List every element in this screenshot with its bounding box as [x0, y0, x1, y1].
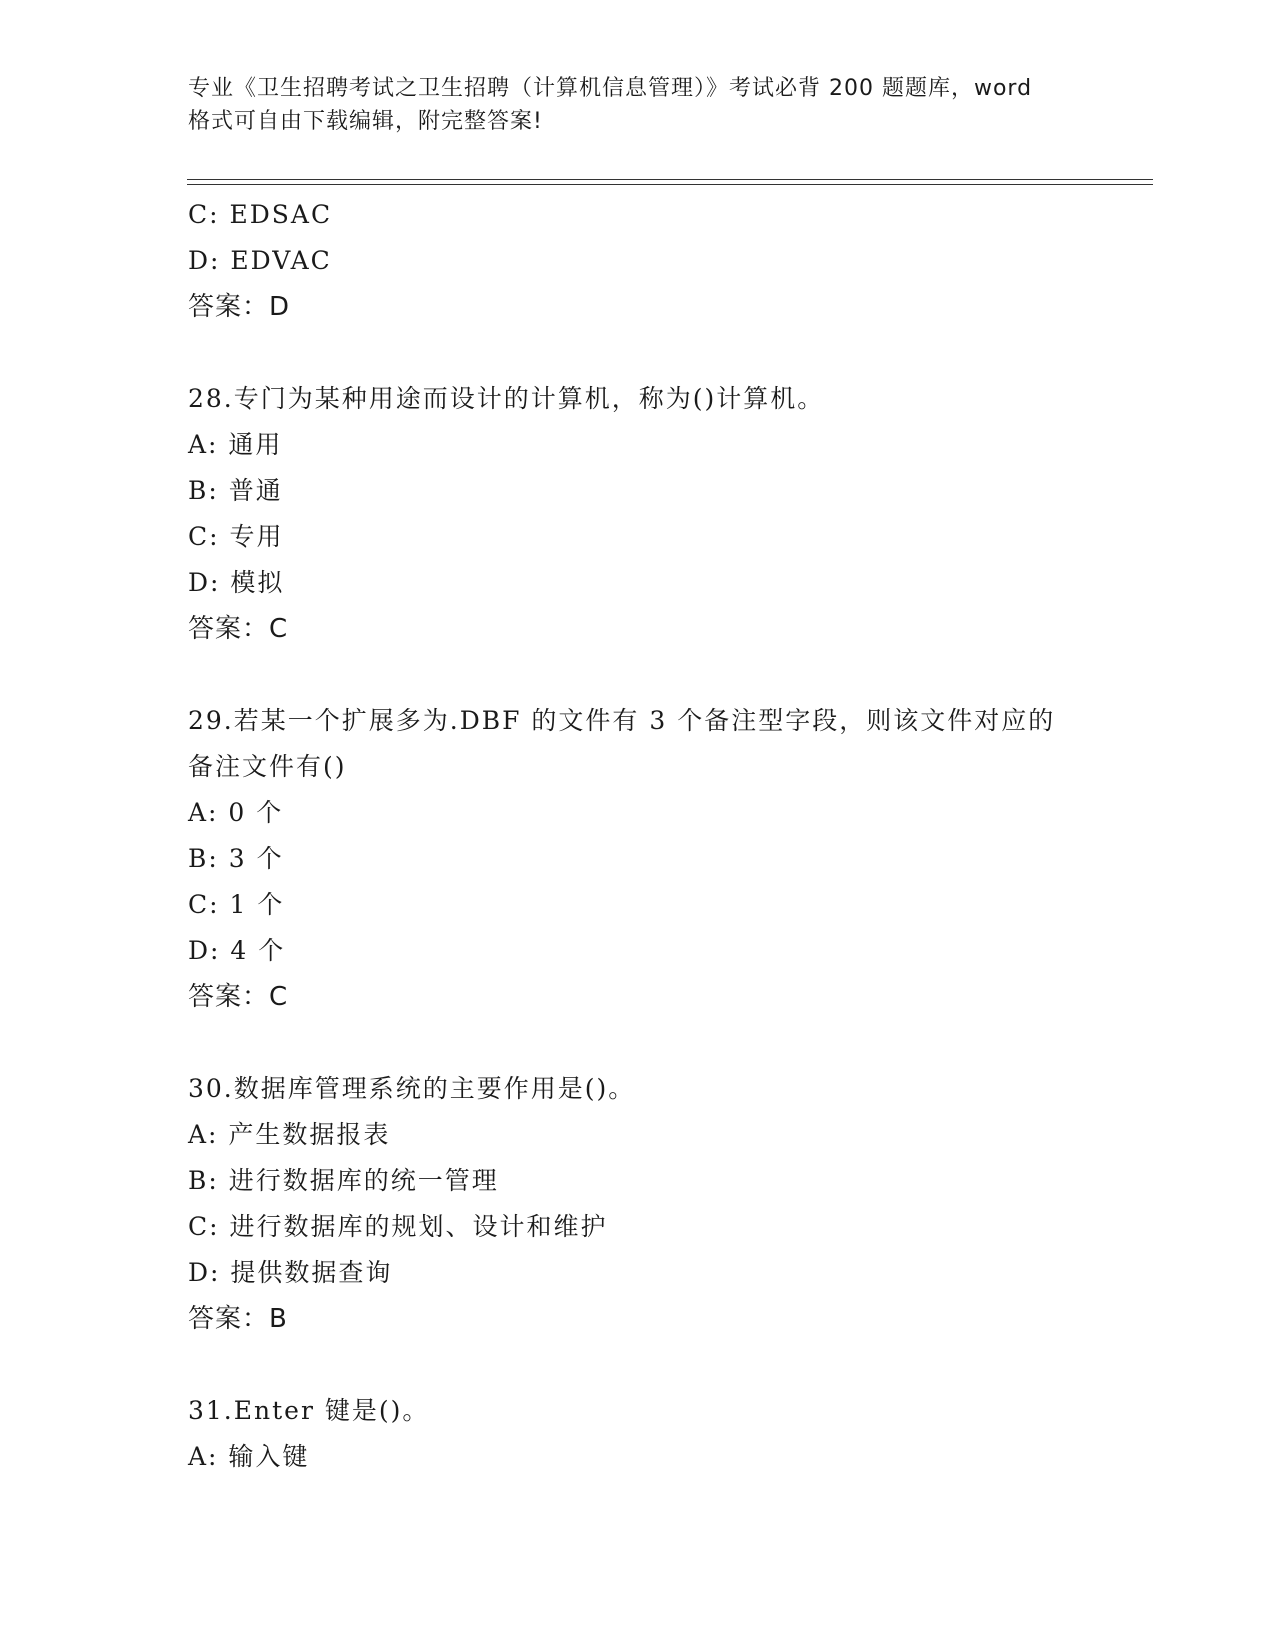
header-rule-top — [187, 179, 1153, 180]
document-header — [188, 72, 1088, 138]
option-d: D: 提供数据查询 — [188, 1258, 393, 1287]
spacer — [188, 1342, 1088, 1388]
option-a: A: 产生数据报表 — [188, 1120, 391, 1149]
option-a: A: 0 个 — [188, 798, 284, 827]
header-line-1: 专业《卫生招聘考试之卫生招聘（计算机信息管理）》考试必背 200 题题库，word — [188, 76, 1033, 101]
answer-line: 答案：C — [188, 982, 289, 1012]
answer-line: 答案：D — [188, 292, 291, 322]
option-c: C: 1 个 — [188, 890, 285, 919]
spacer — [188, 330, 1088, 376]
question-27-partial — [188, 192, 1088, 330]
question-list — [188, 192, 1088, 1480]
option-b: B: 进行数据库的统一管理 — [188, 1166, 499, 1195]
option-a: A: 通用 — [188, 430, 283, 459]
answer-line: 答案：C — [188, 614, 289, 644]
question-stem: 30.数据库管理系统的主要作用是()。 — [188, 1074, 636, 1103]
question-stem: 31.Enter 键是()。 — [188, 1396, 430, 1425]
option-b: B: 3 个 — [188, 844, 284, 873]
option-d: D: 模拟 — [188, 568, 285, 597]
question-stem: 29.若某一个扩展多为.DBF 的文件有 3 个备注型字段，则该文件对应的 — [188, 706, 1056, 735]
question-31 — [188, 1388, 1088, 1480]
option-c: C: 专用 — [188, 522, 284, 551]
spacer — [188, 652, 1088, 698]
option-d: D: 4 个 — [188, 936, 286, 965]
option-b: B: 普通 — [188, 476, 283, 505]
option-d: D: EDVAC — [188, 246, 332, 275]
question-stem-continued: 备注文件有() — [188, 752, 347, 781]
question-stem: 28.专门为某种用途而设计的计算机，称为()计算机。 — [188, 384, 825, 413]
option-c: C: EDSAC — [188, 200, 333, 229]
spacer — [188, 1020, 1088, 1066]
answer-line: 答案：B — [188, 1304, 288, 1334]
option-c: C: 进行数据库的规划、设计和维护 — [188, 1212, 608, 1241]
question-28 — [188, 376, 1088, 652]
header-line-2: 格式可自由下载编辑，附完整答案! — [188, 109, 543, 134]
question-29 — [188, 698, 1088, 1020]
option-a: A: 输入键 — [188, 1442, 310, 1471]
header-rule-bottom — [187, 184, 1153, 185]
question-30 — [188, 1066, 1088, 1342]
